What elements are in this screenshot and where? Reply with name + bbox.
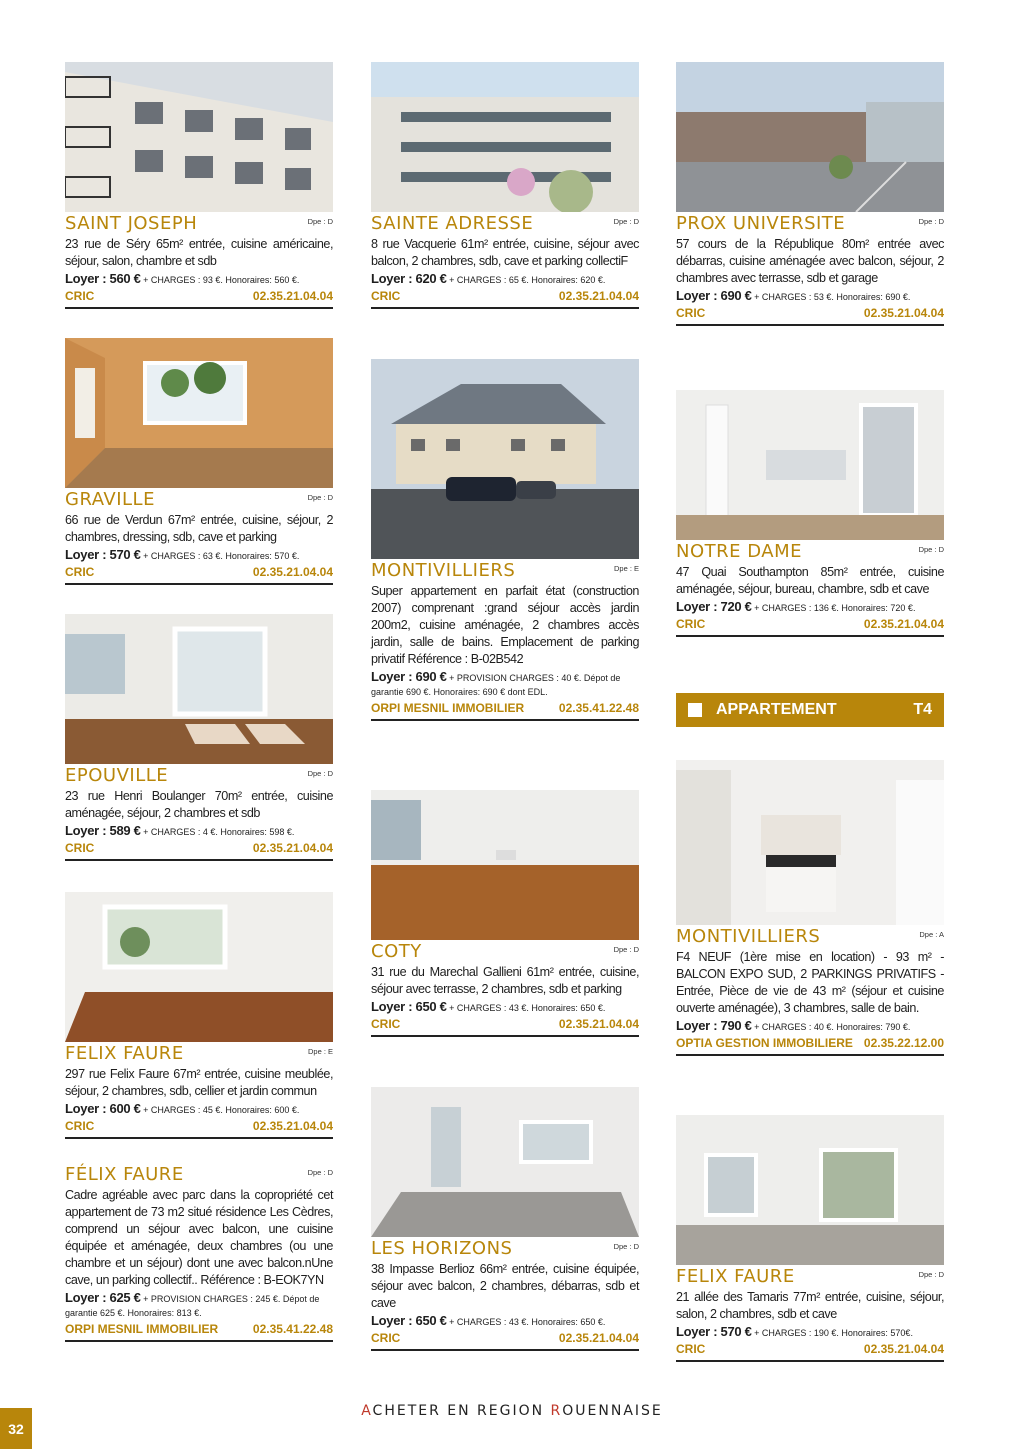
dpe-rating: Dpe : D bbox=[307, 769, 333, 778]
city-name: NOTRE DAME bbox=[676, 541, 802, 562]
listing-saint-joseph[interactable] bbox=[65, 62, 333, 309]
agency-line: CRIC 02.35.21.04.04 bbox=[65, 840, 333, 861]
city-name: GRAVILLE bbox=[65, 489, 155, 510]
listing-felix-faure-3[interactable] bbox=[676, 1115, 944, 1362]
square-icon bbox=[688, 703, 702, 717]
agency-line: ORPI MESNIL IMMOBILIER 02.35.41.22.48 bbox=[371, 700, 639, 721]
city-name: LES HORIZONS bbox=[371, 1238, 513, 1259]
description: 66 rue de Verdun 67m² entrée, cuisine, séjour, 2 chambres, dressing, sdb, cave et parking bbox=[65, 513, 333, 544]
rent: Loyer : 790 € + CHARGES : 40 €. Honoraires: 790 €. bbox=[676, 1018, 911, 1033]
agency-phone: 02.35.21.04.04 bbox=[863, 617, 944, 631]
rent: Loyer : 690 € + PROVISION CHARGES : 40 €. Dépot de garantie 690 €. Honoraires: 690 € dont EDL. bbox=[371, 669, 621, 697]
room-photo bbox=[65, 614, 333, 764]
building-photo bbox=[371, 62, 639, 212]
building-photo bbox=[371, 359, 639, 559]
building-photo bbox=[65, 62, 333, 212]
agency-phone: 02.35.21.04.04 bbox=[558, 289, 639, 303]
agency-phone: 02.35.22.12.00 bbox=[863, 1036, 944, 1050]
rent: Loyer : 720 € + CHARGES : 136 €. Honoraires: 720 €. bbox=[676, 599, 916, 614]
city-name: FELIX FAURE bbox=[676, 1266, 795, 1287]
agency-phone: 02.35.41.22.48 bbox=[558, 701, 639, 715]
dpe-rating: Dpe : D bbox=[613, 217, 639, 226]
description: Cadre agréable avec parc dans la copropriété cet appartement de 73 m2 situé résidence Les Cèdres, comprend un séjour avec balcon, une cuisine équipée et aménagée, deux chambres (ou une chambre et un séjour) dont une avec balcon.nUne cave, un parking collectif.. Référence : B-EOK7YN bbox=[65, 1188, 333, 1287]
listing-epouville[interactable] bbox=[65, 614, 333, 861]
dpe-rating: Dpe : D bbox=[918, 1270, 944, 1279]
description: 297 rue Felix Faure 67m² entrée, cuisine meublée, séjour, 2 chambres, sdb, cellier et jardin commun bbox=[65, 1067, 333, 1098]
description: 23 rue Henri Boulanger 70m² entrée, cuisine aménagée, séjour, 2 chambres et sdb bbox=[65, 789, 333, 820]
agency-phone: 02.35.21.04.04 bbox=[558, 1331, 639, 1345]
agency-line: CRIC 02.35.21.04.04 bbox=[676, 1341, 944, 1362]
dpe-rating: Dpe : D bbox=[307, 217, 333, 226]
rent: Loyer : 589 € + CHARGES : 4 €. Honoraires: 598 €. bbox=[65, 823, 295, 838]
listing-graville[interactable] bbox=[65, 338, 333, 585]
rent: Loyer : 620 € + CHARGES : 65 €. Honoraires: 620 €. bbox=[371, 271, 606, 286]
agency-phone: 02.35.21.04.04 bbox=[252, 565, 333, 579]
description: 47 Quai Southampton 85m² entrée, cuisine aménagée, séjour, bureau, chambre, sdb et cave bbox=[676, 565, 944, 596]
agency-phone: 02.35.21.04.04 bbox=[863, 306, 944, 320]
listing-montivilliers-1[interactable] bbox=[371, 359, 639, 721]
agency-phone: 02.35.21.04.04 bbox=[252, 289, 333, 303]
rent: Loyer : 690 € + CHARGES : 53 €. Honoraires: 690 €. bbox=[676, 288, 911, 303]
city-name: SAINTE ADRESSE bbox=[371, 213, 534, 234]
description: Super appartement en parfait état (construction 2007) comprenant :grand séjour accès jardin 200m2, cuisine aménagée, 2 chambres accès jardin, salle de bains. Emplacement de parking privatif Référence : B-02B542 bbox=[371, 584, 639, 666]
room-photo bbox=[65, 338, 333, 488]
agency-line: CRIC 02.35.21.04.04 bbox=[65, 1118, 333, 1139]
description: 8 rue Vacquerie 61m² entrée, cuisine, séjour avec balcon, 2 chambres, sdb, cave et parking collectiF bbox=[371, 237, 639, 268]
dpe-rating: Dpe : D bbox=[918, 545, 944, 554]
city-name: FELIX FAURE bbox=[65, 1043, 184, 1064]
agency-line: CRIC 02.35.21.04.04 bbox=[371, 1330, 639, 1351]
listing-coty[interactable] bbox=[371, 790, 639, 1037]
rent: Loyer : 650 € + CHARGES : 43 €. Honoraires: 650 €. bbox=[371, 999, 606, 1014]
description: 23 rue de Séry 65m² entrée, cuisine américaine, séjour, salon, chambre et sdb bbox=[65, 237, 333, 268]
page-number: 32 bbox=[0, 1408, 32, 1449]
dpe-rating: Dpe : E bbox=[613, 564, 639, 573]
listing-notre-dame[interactable] bbox=[676, 390, 944, 637]
agency-phone: 02.35.41.22.48 bbox=[252, 1322, 333, 1336]
rent: Loyer : 650 € + CHARGES : 43 €. Honoraires: 650 €. bbox=[371, 1313, 606, 1328]
listing-prox-universite[interactable] bbox=[676, 62, 944, 326]
description: F4 NEUF (1ère mise en location) - 93 m² - BALCON EXPO SUD, 2 PARKINGS PRIVATIFS - Entrée, Pièce de vie de 43 m² (séjour et cuisine ouverte aménagée), 3 chambres, salle de bain. bbox=[676, 950, 944, 1015]
rent: Loyer : 570 € + CHARGES : 190 €. Honoraires: 570€. bbox=[676, 1324, 913, 1339]
city-name: PROX UNIVERSITE bbox=[676, 213, 846, 234]
room-photo bbox=[676, 1115, 944, 1265]
dpe-rating: Dpe : D bbox=[307, 493, 333, 502]
agency-line: CRIC 02.35.21.04.04 bbox=[676, 616, 944, 637]
rent: Loyer : 570 € + CHARGES : 63 €. Honoraires: 570 €. bbox=[65, 547, 300, 562]
dpe-rating: Dpe : E bbox=[307, 1047, 333, 1056]
rent: Loyer : 560 € + CHARGES : 93 €. Honoraires: 560 €. bbox=[65, 271, 300, 286]
city-name: FÉLIX FAURE bbox=[65, 1164, 184, 1185]
agency-line: CRIC 02.35.21.04.04 bbox=[65, 564, 333, 585]
city-name: MONTIVILLIERS bbox=[676, 926, 821, 947]
listing-sainte-adresse[interactable] bbox=[371, 62, 639, 309]
city-name: EPOUVILLE bbox=[65, 765, 169, 786]
room-photo bbox=[371, 790, 639, 940]
agency-line: CRIC 02.35.21.04.04 bbox=[676, 305, 944, 326]
agency-phone: 02.35.21.04.04 bbox=[252, 1119, 333, 1133]
street-photo bbox=[676, 62, 944, 212]
description: 57 cours de la République 80m² entrée avec débarras, cuisine aménagée avec balcon, séjour, 2 chambres avec terrasse, sdb et garage bbox=[676, 237, 944, 285]
city-name: SAINT JOSEPH bbox=[65, 213, 198, 234]
rent: Loyer : 625 € + PROVISION CHARGES : 245 €. Dépot de garantie 625 €. Honoraires: 813 €. bbox=[65, 1290, 320, 1318]
agency-phone: 02.35.21.04.04 bbox=[863, 1342, 944, 1356]
city-name: COTY bbox=[371, 941, 422, 962]
rent: Loyer : 600 € + CHARGES : 45 €. Honoraires: 600 €. bbox=[65, 1101, 300, 1116]
kitchen-photo bbox=[676, 760, 944, 925]
listing-felix-faure-1[interactable] bbox=[65, 892, 333, 1139]
agency-line: CRIC 02.35.21.04.04 bbox=[371, 288, 639, 309]
agency-line: CRIC 02.35.21.04.04 bbox=[371, 1016, 639, 1037]
city-name: MONTIVILLIERS bbox=[371, 560, 516, 581]
agency-phone: 02.35.21.04.04 bbox=[252, 841, 333, 855]
dpe-rating: Dpe : D bbox=[307, 1168, 333, 1177]
room-photo bbox=[676, 390, 944, 540]
description: 31 rue du Marechal Gallieni 61m² entrée, cuisine, séjour avec terrasse, 2 chambres, sdb et parking bbox=[371, 965, 639, 996]
room-photo bbox=[65, 892, 333, 1042]
listing-les-horizons[interactable] bbox=[371, 1087, 639, 1351]
footer-title: ACHETER EN REGION ROUENNAISE bbox=[361, 1403, 663, 1419]
dpe-rating: Dpe : D bbox=[613, 945, 639, 954]
banner-type: T4 bbox=[913, 701, 932, 718]
description: 21 allée des Tamaris 77m² entrée, cuisine, séjour, salon, 2 chambres, sdb et cave bbox=[676, 1290, 944, 1321]
agency-line: CRIC 02.35.21.04.04 bbox=[65, 288, 333, 309]
dpe-rating: Dpe : D bbox=[918, 217, 944, 226]
description: 38 Impasse Berlioz 66m² entrée, cuisine équipée, séjour avec balcon, 2 chambres, débarras, sdb et cave bbox=[371, 1262, 639, 1310]
agency-phone: 02.35.21.04.04 bbox=[558, 1017, 639, 1031]
dpe-rating: Dpe : A bbox=[919, 930, 944, 939]
category-banner bbox=[676, 693, 944, 727]
agency-line: ORPI MESNIL IMMOBILIER 02.35.41.22.48 bbox=[65, 1321, 333, 1342]
room-photo bbox=[371, 1087, 639, 1237]
agency-line: OPTIA GESTION IMMOBILIERE 02.35.22.12.00 bbox=[676, 1035, 944, 1056]
banner-label: APPARTEMENT bbox=[716, 701, 837, 718]
dpe-rating: Dpe : D bbox=[613, 1242, 639, 1251]
listing-montivilliers-2[interactable] bbox=[676, 760, 944, 1056]
listing-felix-faure-2[interactable] bbox=[65, 1163, 333, 1342]
